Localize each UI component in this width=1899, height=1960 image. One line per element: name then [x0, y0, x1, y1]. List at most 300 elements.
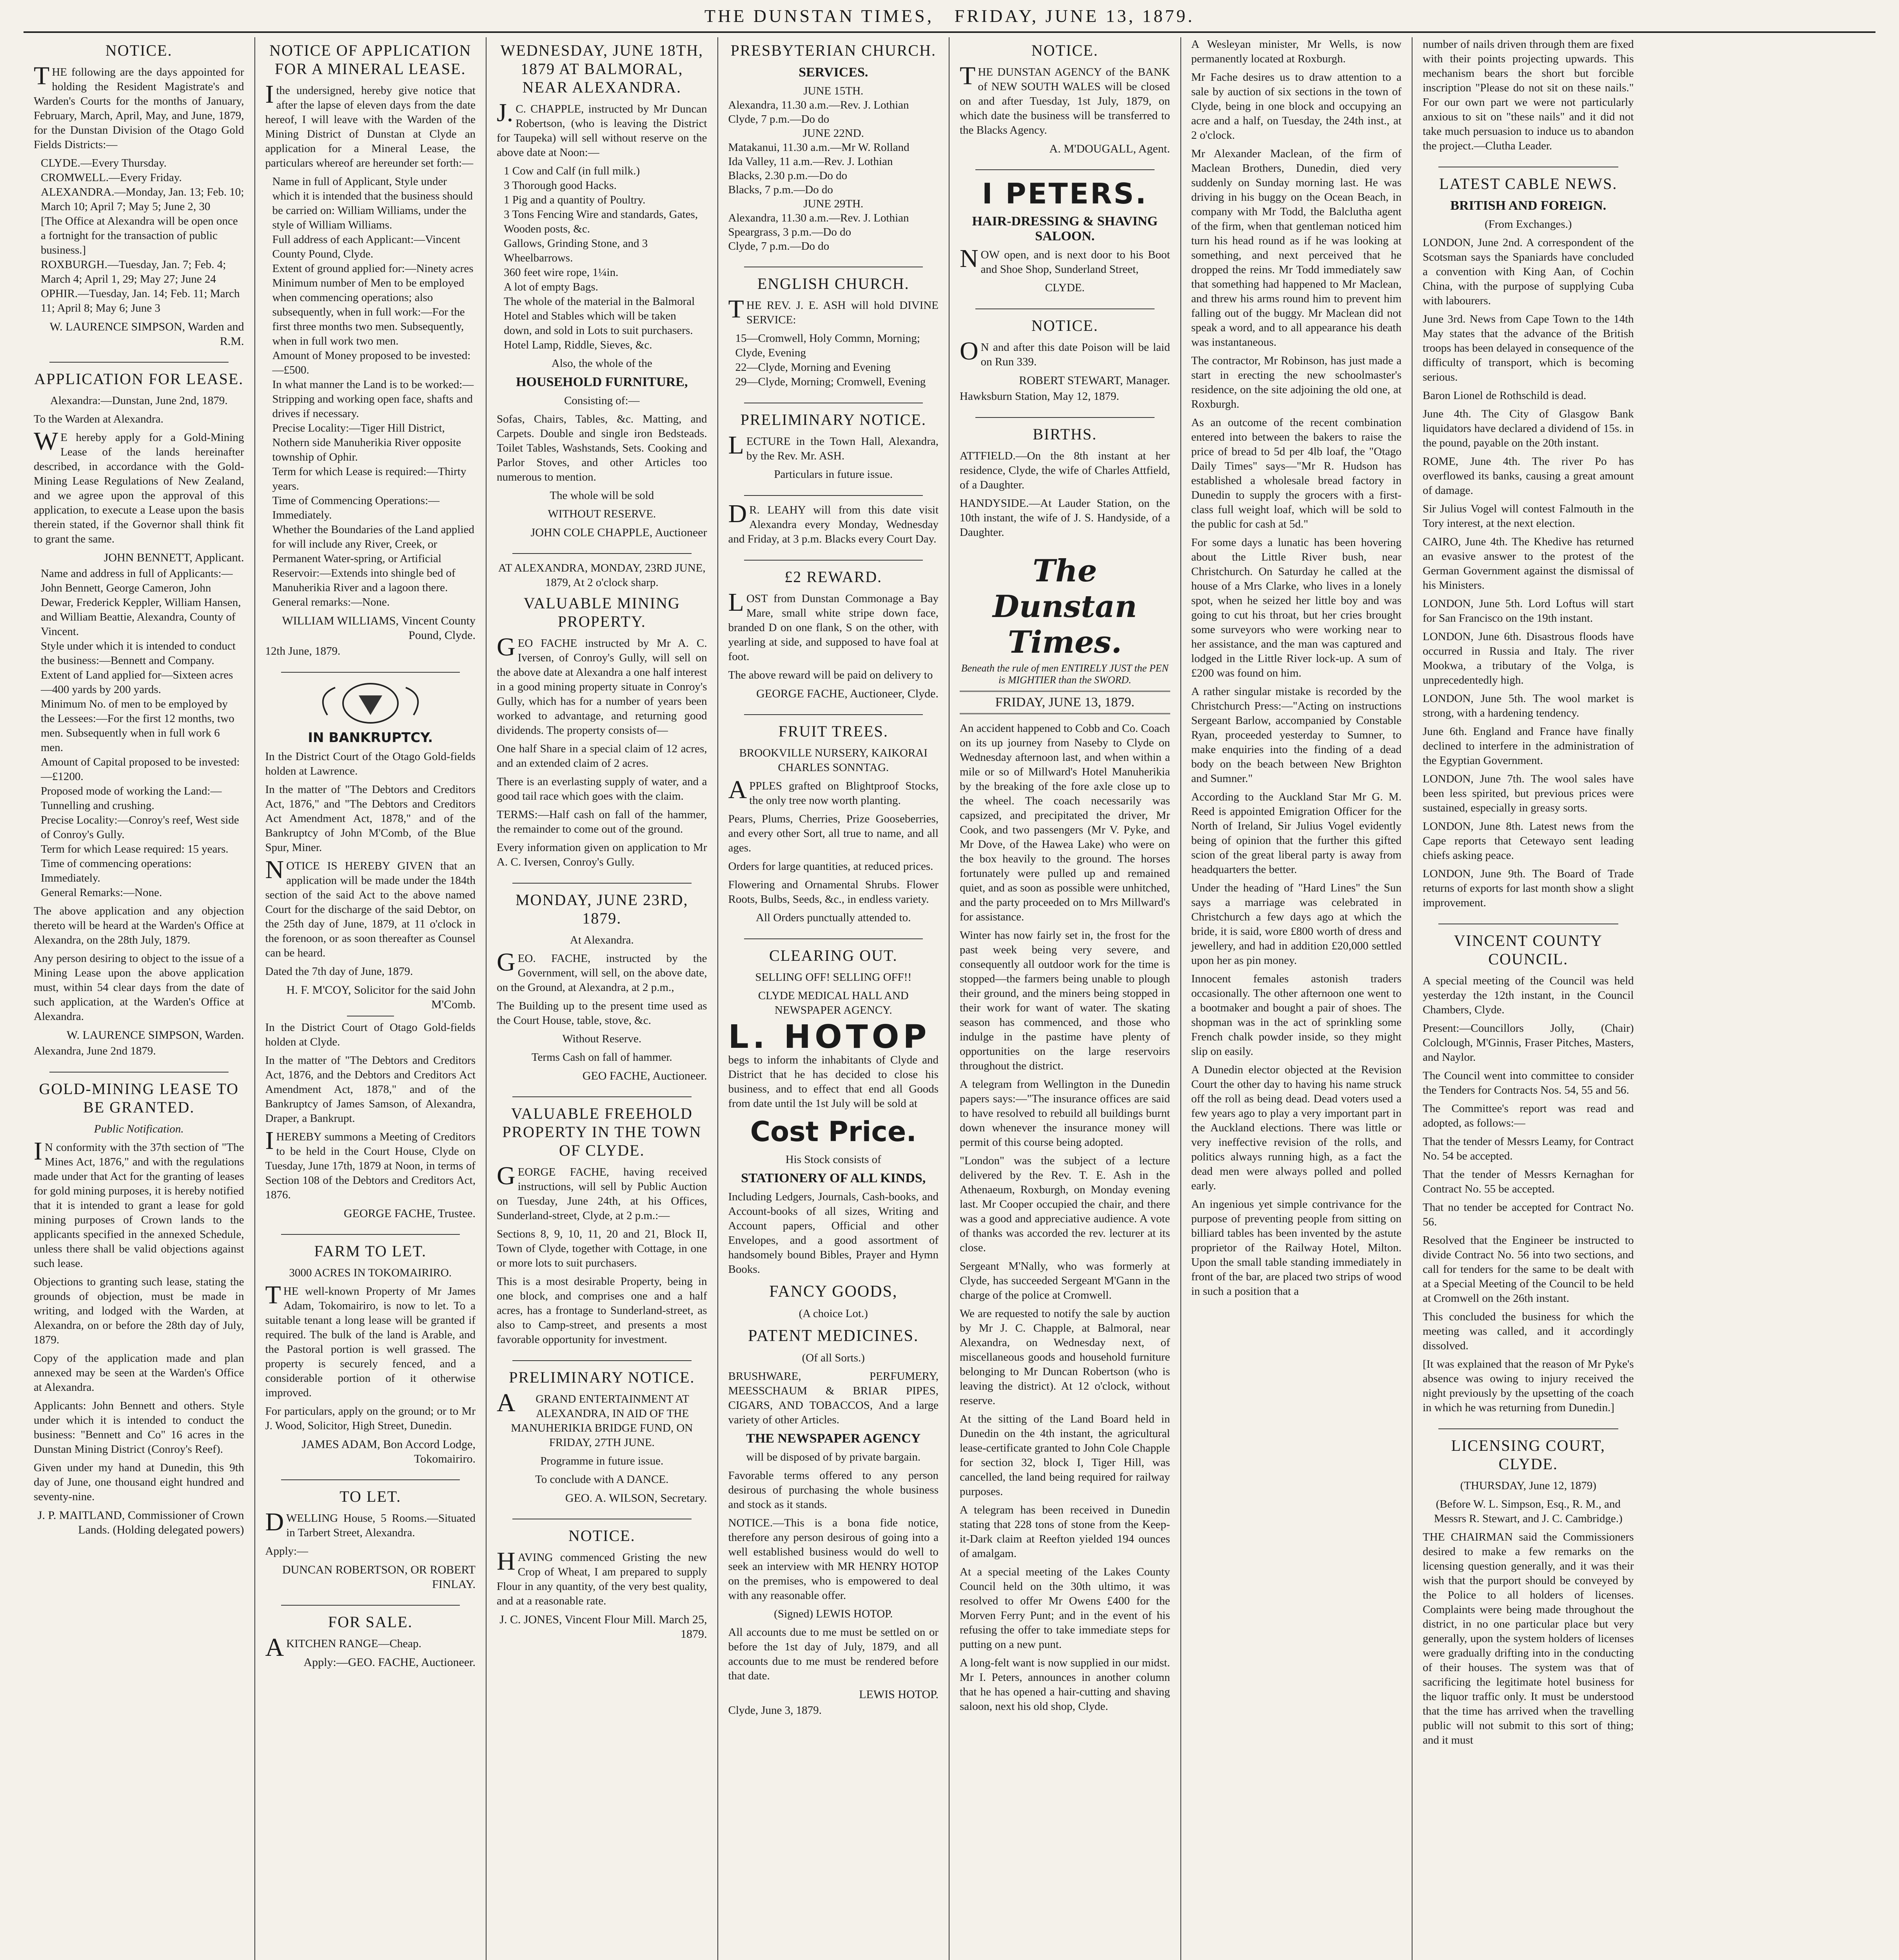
notice-title: NOTICE. — [105, 42, 172, 59]
hotop-stock: His Stock consists of — [785, 1153, 881, 1166]
farm-to-let — [265, 1242, 476, 1466]
farm-body: For particulars, apply on the ground; or to Mr J. Wood, Solicitor, High Street, Dunedin. — [265, 1405, 476, 1432]
monday-reserve: Without Reserve. — [562, 1033, 642, 1045]
column-3 — [487, 37, 718, 1960]
prelim-dance: To conclude with A DANCE. — [535, 1473, 669, 1486]
council-body: The Council went into committee to consider the Tenders for Contracts Nos. 54, 55 and 56. — [1423, 1069, 1634, 1096]
fruit-trees — [728, 722, 939, 925]
bankruptcy-court: In the District Court of Otago Gold-fields holden at Clyde. — [265, 1021, 476, 1048]
masthead-rule — [24, 31, 1875, 33]
service-row: Ida Valley, 11 a.m.—Rev. J. Lothian — [728, 155, 893, 168]
divider — [281, 1605, 460, 1606]
news-paragraph: A long-felt want is now supplied in our midst. Mr I. Peters, announces in another column that he has opened a hair-cutting and shaving saloon, next his old shop, Clyde. — [960, 1657, 1170, 1713]
schedule-item: CLYDE.—Every Thursday. — [41, 157, 167, 169]
bankruptcy-court: In the District Court of the Otago Gold-fields holden at Lawrence. — [265, 750, 476, 777]
prelim-signature: GEO. A. WILSON, Secretary. — [565, 1492, 707, 1504]
sale-signature: Apply:—GEO. FACHE, Auctioneer. — [303, 1656, 476, 1669]
news-paragraph: "London" was the subject of a lecture delivered by the Rev. T. E. Ash in the Athenaeum, Roxburgh, on Monday evening last. Mr Cooper occupied the chair, and there was a good and appreciative audience. A vote of thanks was accorded the rev. lecturer at its close. — [960, 1154, 1170, 1254]
licensing-title: LICENSING COURT, CLYDE. — [1451, 1437, 1605, 1473]
hotop-notice: NOTICE.—This is a bona fide notice, therefore any person desirous of going into a well established business would do well to seek an interview with MR HENRY HOTOP on the premises, who is empowered to deal with any reasonable offer. — [728, 1517, 939, 1602]
freehold-sale — [497, 1104, 707, 1347]
auction-item: The whole of the material in the Balmoral Hotel and Stables which will be taken down, and sold in Lots to suit purchasers. — [504, 295, 695, 337]
news-paragraph: At the sitting of the Land Board held in Dunedin on the 4th instant, the agricultural lease-certificate granted to John Cole Chapple for section 32, block I, Tiger Hill, was cancelled, the land being required for railway purposes. — [960, 1413, 1170, 1498]
hotop-body: begs to inform the inhabitants of Clyde and District that he has decided to close his business, and to effect that end all Goods from date until the 1st July will be sold at — [728, 1054, 939, 1110]
pres-schedule — [728, 84, 939, 253]
cable-item: June 4th. The City of Glasgow Bank liquidators have declared a dividend of 15s. in the pound, payable on the 20th instant. — [1423, 408, 1634, 449]
licensing-court-report — [1423, 1436, 1634, 1748]
auction-item: 3 Thorough good Hacks. — [504, 179, 617, 192]
hotop-signature: LEWIS HOTOP. — [859, 1688, 939, 1701]
cable-item: LONDON, June 2nd. A correspondent of the Scotsman says the Spaniards have concluded a convention with King Aan, of Cochin China, with the purpose of supplying Cuba with labourers. — [1423, 236, 1634, 307]
mineral-item: Term for which Lease is required:—Thirty years. — [272, 465, 467, 492]
service-row: Speargrass, 3 p.m.—Do do — [728, 226, 851, 238]
app-item: Term for which Lease required: 15 years. — [41, 843, 229, 855]
service-row: JUNE 15TH. — [803, 85, 864, 97]
newspaper-motto: Beneath the rule of men ENTIRELY JUST the PEN is MIGHTIER than the SWORD. — [961, 662, 1169, 686]
divider — [744, 938, 923, 939]
service-row: JUNE 29TH. — [803, 198, 864, 210]
bank-title: NOTICE. — [1031, 42, 1098, 59]
cable-item: ROME, June 4th. The river Po has overflowed its banks, causing a great amount of damage. — [1423, 455, 1634, 497]
eng-row: 15—Cromwell, Holy Commn, Morning; Clyde, Evening — [735, 332, 920, 359]
cable-item: CAIRO, June 4th. The Khedive has returned an evasive answer to the protest of the German Government against the dismissal of his Ministers. — [1423, 535, 1634, 592]
council-body: That no tender be accepted for Contract No. 56. — [1423, 1201, 1634, 1228]
mining-info: Every information given on application to Mr A. C. Iversen, Conroy's Gully. — [497, 841, 707, 868]
fruit-subtitle: BROOKVILLE NURSERY, KAIKORAI CHARLES SONNTAG. — [739, 747, 928, 774]
gm-body: Objections to granting such lease, stating the grounds of objection, must be made in writing, and lodged with the Warden, at Alexandra, on or before the 28th day of July, 1879. — [34, 1276, 244, 1346]
mining-title: VALUABLE MINING PROPERTY. — [523, 594, 680, 630]
mineral-item: Extent of ground applied for:—Ninety acres — [272, 262, 474, 275]
council-body: Resolved that the Engineer be instructed to divide Contract No. 56 into two sections, and call for tenders for the same to be dealt with at a Special Meeting of the Council to be held at Cromwell on the 26th instant. — [1423, 1234, 1634, 1305]
mineral-item: Full address of each Applicant:—Vincent County Pound, Clyde. — [272, 233, 461, 260]
column-5 — [950, 37, 1181, 1960]
cable-item: Sir Julius Vogel will contest Falmouth in the Tory interest, at the next election. — [1423, 503, 1634, 530]
monday-title: MONDAY, JUNE 23RD, 1879. — [515, 891, 688, 927]
licensing-before: (Before W. L. Simpson, Esq., R. M., and Messrs R. Stewart, and J. C. Cambridge.) — [1434, 1498, 1623, 1525]
auction-item: 360 feet wire rope, 1¼in. — [504, 266, 619, 279]
divider — [281, 1234, 460, 1235]
hotop-date: Clyde, June 3, 1879. — [728, 1704, 822, 1717]
news-paragraph: A Wesleyan minister, Mr Wells, is now permanently located at Roxburgh. — [1191, 38, 1402, 65]
auction-also: Also, the whole of the — [551, 357, 652, 370]
council-body: That the tender of Messrs Leamy, for Contract No. 54 be accepted. — [1423, 1135, 1634, 1162]
column-4 — [718, 37, 950, 1960]
gm-signature: J. P. MAITLAND, Commissioner of Crown Lands. (Holding delegated powers) — [37, 1509, 244, 1536]
agency-title: THE NEWSPAPER AGENCY — [746, 1431, 921, 1446]
birth-entry: HANDYSIDE.—At Lauder Station, on the 10th instant, the wife of J. S. Handyside, of a Daughter. — [960, 497, 1170, 539]
eng-row: 29—Clyde, Morning; Cromwell, Evening — [735, 376, 926, 388]
app-item: Time of commencing operations: Immediately. — [41, 857, 192, 884]
licensing-body: THE CHAIRMAN said the Commissioners desired to make a few remarks on the licensing question generally, and it was their wish that the purport should be conveyed by the Police to all holders of licenses. Complaints were being made throughout the district, in no one particular place but very generally, upon the system holders of licenses were gradually drifting into in the conducting of their houses. The system was that of sacrificing the legitimate hotel business for the liquor traffic only. It must be understood that the time has arrived when the travelling public will not submit to this sort of thing; and it must — [1423, 1531, 1634, 1746]
council-present: Present:—Councillors Jolly, (Chair) Colclough, M'Ginnis, Fraser Pitches, Masters, and Naylor. — [1423, 1022, 1634, 1063]
hotop-terms: Favorable terms offered to any person desirous of purchasing the whole business and stock as it stands. — [728, 1469, 939, 1511]
bankruptcy-signature: H. F. M'COY, Solicitor for the said John M'Comb. — [286, 984, 476, 1011]
presbyterian-services — [728, 41, 939, 253]
hotop-list: BRUSHWARE, PERFUMERY, MEESSCHAUM & BRIAR PIPES, CIGARS, AND TOBACCOS, And a large variety of other Articles. — [728, 1370, 939, 1426]
council-body: The Committee's report was read and adopted, as follows:— — [1423, 1102, 1634, 1129]
birth-entry: ATTFIELD.—On the 8th instant at her residence, Clyde, the wife of Charles Attfield, of a Daughter. — [960, 450, 1170, 491]
gm-body: Given under my hand at Dunedin, this 9th day of June, one thousand eight hundred and seventy-nine. — [34, 1461, 244, 1503]
peters-title: I PETERS. — [982, 177, 1148, 210]
divider — [49, 1072, 229, 1073]
farm-body: THE well-known Property of Mr James Adam, Tokomairiro, is now to let. To a suitable tenant a long lease will be granted if required. The bulk of the land is Arable, and the Pastoral portion is well grassed. The property is securely fenced, and a considerable portion of it otherwise improved. — [265, 1281, 476, 1399]
county-council-report — [1423, 931, 1634, 1415]
auction-item: A lot of empty Bags. — [504, 281, 598, 293]
reward-title: £2 REWARD. — [784, 568, 882, 586]
divider — [744, 495, 923, 496]
app-item: Minimum No. of men to be employed by the Lessees:—For the first 12 months, two men. Subsequently when in full work 6 men. — [41, 698, 234, 754]
bank-notice — [960, 41, 1170, 156]
news-paragraph: A rather singular mistake is recorded by the Christchurch Press:—"Acting on instructions Sergeant Barlow, accompanied by Constable Ryan, proceeded yesterday to Sumner, to make enquiries into the finding of a dead body on the beach between New Brighton and Sumner." — [1191, 685, 1402, 785]
mining-terms: TERMS:—Half cash on fall of the hammer, the remainder to come out of the ground. — [497, 808, 707, 835]
bankruptcy-trustee: GEORGE FACHE, Trustee. — [343, 1207, 476, 1220]
schedule-item: ALEXANDRA.—Monday, Jan. 13; Feb. 10; March 10; April 7; May 5; June 2, 30 — [41, 186, 244, 213]
service-row: Clyde, 7 p.m.—Do do — [728, 113, 830, 125]
freehold-title: VALUABLE FREEHOLD PROPERTY IN THE TOWN OF CLYDE. — [502, 1105, 702, 1159]
sale-body: AKITCHEN RANGE—Cheap. — [265, 1633, 421, 1662]
mineral-body: Ithe undersigned, hereby give notice that after the lapse of eleven days from the date hereof, I will leave with the Warden of the Mining District of Dunstan at Clyde an application for a Mineral Lease, the particulars whereof are hereunder set forth:— — [265, 80, 476, 169]
cost-price: Cost Price. — [750, 1116, 917, 1148]
council-body: A special meeting of the Council was held yesterday the 12th instant, in the Council Chambers, Clyde. — [1423, 975, 1634, 1016]
cable-title: LATEST CABLE NEWS. — [1439, 175, 1618, 192]
app-item: Precise Locality:—Conroy's reef, West side of Conroy's Gully. — [41, 814, 239, 841]
news-paragraph: A telegram has been received in Dunedin stating that 228 tons of stone from the Keep-it-Dark claim at Reefton yielded 194 ounces of amalgam. — [960, 1504, 1170, 1560]
fruit-body: Flowering and Ornamental Shrubs. Flower Roots, Bulbs, Seeds, &c., in endless variety. — [728, 878, 939, 906]
clearing-title: CLEARING OUT. — [769, 947, 898, 964]
service-row: Matakanui, 11.30 a.m.—Mr W. Rolland — [728, 141, 910, 154]
news-paragraph: An accident happened to Cobb and Co. Coach on its up journey from Naseby to Clyde on Wednesday afternoon last, and when within a mile or so of Millward's Hotel Manuherikia by the breaking of the fore axle close up to the wheel. The coach necessarily was capsized, and precipitated the driver, Mr Cook, and two passengers (Mr V. Pyke, and Mr Dove, of the Hawea Lake) who were on the box heavily to the ground. The horses fortunately were pulled up and remained quiet, and as soon as possible were unhitched, and the party proceeded on to Mrs Millward's for assistance. — [960, 722, 1170, 923]
eng-rows — [728, 331, 939, 389]
column-6 — [1181, 37, 1413, 1960]
app-body: WE hereby apply for a Gold-Mining Lease of the lands hereinafter described, in accordance with the Gold-Mining Lease Regulations of New Zealand, and we agree upon the approval of this application, to execute a Lease upon the basis therein stated, if the Governor shall think fit to grant the same. — [34, 427, 244, 545]
bankruptcy-title: IN BANKRUPTCY. — [308, 730, 433, 746]
cable-item: LONDON, June 5th. The wool market is strong, with a hardening tendency. — [1423, 692, 1634, 719]
flour-signature: J. C. JONES, Vincent Flour Mill. March 25, 1879. — [499, 1613, 707, 1641]
schedule-item: CROMWELL.—Every Friday. — [41, 171, 182, 184]
reward-body: LOST from Dunstan Commonage a Bay Mare, small white stripe down face, branded D on one flank, S on the other, with yearling at side, and supposed to have foal at foot. — [728, 588, 939, 663]
fruit-title: FRUIT TREES. — [778, 722, 888, 740]
pres-title: PRESBYTERIAN CHURCH. — [730, 42, 936, 59]
farm-subtitle: 3000 ACRES IN TOKOMAIRIRO. — [289, 1267, 452, 1279]
mineral-item: Minimum number of Men to be employed when commencing operations; also subsequently, when in full work:—For the first three months two men. Subsequently, when in full work two men. — [272, 277, 465, 347]
news-paragraph: Mr Alexander Maclean, of the firm of Maclean Brothers, Dunedin, died very suddenly on Sunday morning last. He was driving in his buggy on the Ocean Beach, in company with Mr Todd, the Balclutha agent of the firm, when that gentleman noticed him turn his head round as if he was looking at something, and next perceived that he dropped the reins. Mr Todd immediately saw that something had happened to Mr Maclean, and threw his arms round him to prevent him falling out of the buggy. Mr Maclean did not speak a word, and to all appearance his death was instantaneous. — [1191, 147, 1402, 348]
cable-item: June 6th. England and France have finally declined to interfere in the administration of the Egyptian Government. — [1423, 725, 1634, 767]
app-item: Amount of Capital proposed to be invested:—£1200. — [41, 756, 240, 783]
reward-body: The above reward will be paid on delivery to — [728, 669, 933, 681]
hotop-name: L. HOTOP — [728, 1018, 931, 1056]
local-news — [960, 721, 1170, 1714]
masthead-title: THE DUNSTAN TIMES, — [704, 5, 934, 26]
divider — [512, 553, 692, 554]
hotop-signature: (Signed) LEWIS HOTOP. — [774, 1608, 893, 1620]
mineral-date: 12th June, 1879. — [265, 645, 341, 657]
mining-property-sale — [497, 561, 707, 869]
for-sale — [265, 1613, 476, 1670]
news-paragraph: number of nails driven through them are fixed with their points projecting upwards. This mechanism bears the short but forcible inscription "Please do not sit on these nails." For our own part we were not particularly anxious to sit on "these nails" and it did not take much persuasion to induce us to abandon the project.—Clutha Leader. — [1423, 38, 1634, 152]
fruit-body: Orders for large quantities, at reduced prices. — [728, 860, 933, 873]
app-item: Extent of Land applied for—Sixteen acres—400 yards by 200 yards. — [41, 669, 233, 696]
flour-body: HAVING commenced Gristing the new Crop of Wheat, I am prepared to supply Flour in any quantity, of the very best quality, and at a reasonable rate. — [497, 1547, 707, 1607]
gold-mining-lease — [34, 1080, 244, 1537]
bankruptcy-dated: Dated the 7th day of June, 1879. — [265, 965, 413, 978]
news-paragraph: An ingenious yet simple contrivance for the purpose of preventing people from sitting on billiard tables has been invented by the astute proprietor of the Railway Hotel, Milton. Upon the small table standing immediately in front of the bar, are placed two strips of wood in such a position that a — [1191, 1198, 1402, 1298]
cable-item: LONDON, June 9th. The Board of Trade returns of exports for last month show a slight improvement. — [1423, 867, 1634, 909]
mineral-item: Amount of Money proposed to be invested:—£500. — [272, 349, 471, 376]
news-paragraph: At a special meeting of the Lakes County Council held on the 30th ultimo, it was resolved to offer Mr Owens £400 for the Morven Ferry Punt; and in the event of his refusing the offer to take immediate steps for putting on a new punt. — [960, 1566, 1170, 1651]
auction-item: 1 Cow and Calf (in full milk.) — [504, 165, 640, 177]
poison-title: NOTICE. — [1031, 317, 1098, 334]
app-item: Name and address in full of Applicants:—John Bennett, George Cameron, John Dewar, Frederick Keppler, William Hansen, and William Beattie, Alexandra, County of Vincent. — [41, 567, 241, 638]
auction-body: J.C. CHAPPLE, instructed by Mr Duncan Robertson, (who is leaving the District for Taupeka) will sell without reserve on the above date at Noon:— — [497, 98, 707, 159]
app-title: APPLICATION FOR LEASE. — [34, 370, 244, 388]
divider — [744, 560, 923, 561]
lecture-body: LECTURE in the Town Hall, Alexandra, by the Rev. Mr. ASH. — [728, 431, 939, 462]
tolet-title: TO LET. — [339, 1488, 401, 1505]
fancy-sub: (A choice Lot.) — [799, 1307, 868, 1320]
auction-consisting: Consisting of:— — [564, 394, 640, 407]
bankruptcy-matter: In the matter of "The Debtors and Creditors Act, 1876," and "The Debtors and Creditors Act Amendment Act, 1878," and of the Bankruptcy of John M'Comb, of the Blue Spur, Miner. — [265, 783, 476, 854]
flour-mill-notice — [497, 1526, 707, 1641]
auction-item: Gallows, Grinding Stone, and 3 Wheelbarrows. — [504, 237, 648, 264]
monday-body: The Building up to the present time used as the Court House, table, stove, &c. — [497, 1000, 707, 1027]
schedule-item: ROXBURGH.—Tuesday, Jan. 7; Feb. 4; March 4; April 1, 29; May 27; June 24 — [41, 258, 226, 285]
sale-title: FOR SALE. — [328, 1613, 413, 1631]
news-paragraph: A Dunedin elector objected at the Revision Court the other day to having his name struck off the roll as being dead. Dead voters used a few years ago to play a very important part in the Auckland elections. There was little or very ineffective revision of the rolls, and politics always running high, as a fact the dead men were always polled and polled early. — [1191, 1063, 1402, 1192]
prelim-title: PRELIMINARY NOTICE. — [509, 1368, 695, 1386]
divider — [512, 883, 692, 884]
app-applicant: JOHN BENNETT, Applicant. — [103, 551, 244, 564]
freehold-body: GEORGE FACHE, having received instructions, will sell by Public Auction on Tuesday, June 24th, at his Offices, Sunderland-street, Clyde, at 2 p.m.:— — [497, 1161, 707, 1222]
poison-date: Hawksburn Station, May 12, 1879. — [960, 390, 1119, 403]
gm-subtitle: Public Notification. — [94, 1123, 184, 1135]
auction-item: 1 Pig and a quantity of Poultry. — [504, 194, 646, 206]
app-date: Alexandra:—Dunstan, June 2nd, 1879. — [50, 394, 228, 407]
cable-item: LONDON, June 7th. The wool sales have been less spirited, but previous prices were sustained, especially in greasy sorts. — [1423, 773, 1634, 814]
mineral-items — [265, 174, 476, 610]
gm-body: Copy of the application made and plan annexed may be seen at the Warden's Office at Alexandra. — [34, 1352, 244, 1394]
fruit-body: Pears, Plums, Cherries, Prize Gooseberries, and every other Sort, all true to name, and all ages. — [728, 813, 939, 854]
app-to: To the Warden at Alexandra. — [34, 413, 163, 425]
council-body: That the tender of Messrs Kernaghan for Contract No. 55 be accepted. — [1423, 1168, 1634, 1195]
council-note: [It was explained that the reason of Mr Pyke's absence was owing to injury received the night previously by the upsetting of the coach in which he was returning from Dunedin.] — [1423, 1358, 1634, 1414]
freehold-body: This is a most desirable Property, being in one block, and comprises one and a half acres, has a frontage to Sunderland-street, as also to Camp-street, and presents a most favorable opportunity for investment. — [497, 1275, 707, 1346]
divider — [975, 169, 1155, 170]
service-row: Alexandra, 11.30 a.m.—Rev. J. Lothian — [728, 212, 909, 224]
cable-news — [1423, 174, 1634, 910]
fancy-title: FANCY GOODS, — [769, 1283, 898, 1301]
auction-whole: The whole will be sold — [550, 489, 654, 502]
bank-body: THE DUNSTAN AGENCY of the BANK of NEW SOUTH WALES will be closed on and after Tuesday, 1st July, 1879, on which date the business will be transferred to the Blacks Agency. — [960, 62, 1170, 136]
cable-item: LONDON, June 5th. Lord Loftus will start for San Francisco on the 19th instant. — [1423, 597, 1634, 624]
mineral-lease-notice — [265, 41, 476, 659]
masthead-date: FRIDAY, JUNE 13, 1879. — [954, 5, 1195, 26]
court-days-notice — [34, 41, 244, 348]
fruit-body: APPLES grafted on Blightproof Stocks, the only tree now worth planting. — [728, 775, 939, 807]
news-paragraph: A telegram from Wellington in the Dunedin papers says:—"The insurance offices are said to have resolved to rebuild all buildings burnt down whenever the insurance money will permit of this course being adopted. — [960, 1078, 1170, 1149]
hotop-clearing — [728, 946, 939, 1718]
peters-subtitle: HAIR-DRESSING & SHAVING SALOON. — [972, 214, 1158, 243]
prelim-body: AGRAND ENTERTAINMENT AT ALEXANDRA, IN AID OF THE MANUHERIKIA BRIDGE FUND, ON FRIDAY, 27TH JUNE. — [497, 1388, 693, 1449]
fruit-body: All Orders punctually attended to. — [756, 911, 911, 924]
reward-signature: GEORGE FACHE, Auctioneer, Clyde. — [756, 687, 939, 700]
editorial-dateline: FRIDAY, JUNE 13, 1879. — [960, 691, 1170, 714]
poison-body: ON and after this date Poison will be laid on Run 339. — [960, 337, 1170, 368]
column-7 — [1412, 37, 1644, 1960]
tolet-body: DWELLING House, 5 Rooms.—Situated in Tarbert Street, Alexandra. — [265, 1508, 476, 1539]
app-item: Style under which it is intended to conduct the business:—Bennett and Company. — [41, 640, 236, 667]
auction-signature: JOHN COLE CHAPPLE, Auctioneer — [530, 526, 707, 539]
cable-item: June 3rd. News from Cape Town to the 14th May states that the advance of the British troops has been delayed in consequence of the difficulty of transport, which is becoming serious. — [1423, 313, 1634, 383]
masthead — [24, 4, 1875, 27]
divider — [744, 714, 923, 715]
tolet-apply: Apply:— — [265, 1545, 309, 1557]
lecture-notice — [728, 410, 939, 482]
poison-signature: ROBERT STEWART, Manager. — [1019, 374, 1170, 387]
eng-body: THE REV. J. E. ASH will hold DIVINE SERVICE: — [728, 295, 939, 326]
mineral-signature: WILLIAM WILLIAMS, Vincent County Pound, Clyde. — [282, 614, 476, 642]
app-signature-date: Alexandra, June 2nd 1879. — [34, 1045, 156, 1057]
column-2 — [255, 37, 487, 1960]
monday-place: At Alexandra. — [570, 934, 634, 946]
news-paragraph: For some days a lunatic has been hovering about the Little River bush, near Christchurch. On Saturday he called at the house of a Mrs Clarke, who lives in a lonely spot, when he seized her little boy and was going to cut his throat, but her cries brought some surveyors who were working near to her assistance, and the man was captured and lodged in the Little River lock-up. A sum of £200 was found on him. — [1191, 536, 1402, 679]
service-row: Blacks, 7 p.m.—Do do — [728, 183, 833, 196]
reward-notice — [728, 568, 939, 701]
cable-subtitle: BRITISH AND FOREIGN. — [1450, 198, 1607, 213]
service-row: Blacks, 2.30 p.m.—Do do — [728, 169, 848, 182]
flour-title: NOTICE. — [568, 1527, 635, 1544]
app-items — [34, 566, 244, 900]
schedule-item: OPHIR.—Tuesday, Jan. 14; Feb. 11; March 11; April 8; May 6; June 3 — [41, 287, 240, 314]
notice-body: THE following are the days appointed for holding the Resident Magistrate's and Warden's Courts for the months of January, February, March, April, May, and June, 1879, for the Dunstan Division of the Otago Gold Fields Districts:— — [34, 62, 244, 151]
balmoral-auction — [497, 41, 707, 540]
news-paragraph: Innocent females astonish traders occasionally. The other afternoon one went to a bootmaker and bought a pair of shoes. The shopman was in the act of sprinkling some French chalk powder inside, so they might slip on easily. — [1191, 973, 1402, 1058]
lecture-title: PRELIMINARY NOTICE. — [740, 411, 926, 428]
monday-signature: GEO FACHE, Auctioneer. — [582, 1069, 707, 1082]
auction-title: WEDNESDAY, JUNE 18TH, 1879 AT BALMORAL, NEAR ALEXANDRA. — [500, 42, 704, 96]
monday-terms: Terms Cash on fall of hammer. — [531, 1051, 672, 1063]
app-closing: The above application and any objection thereto will be heard at the Warden's Office at Alexandra, on the 28th July, 1879. — [34, 905, 244, 946]
news-paragraph: According to the Auckland Star Mr G. M. Reed is appointed Emigration Officer for the North of Ireland, Sir Julius Vogel evidently being of opinion that the further this gifted scion of the great liberal party is away from headquarters the better. — [1191, 791, 1402, 876]
farm-title: FARM TO LET. — [314, 1242, 427, 1260]
auction-item: 3 Tons Fencing Wire and standards, Gates, Wooden posts, &c. — [504, 208, 698, 235]
eng-title: ENGLISH CHURCH. — [757, 275, 910, 292]
hotop-body: Including Ledgers, Journals, Cash-books, and Account-books of all sizes, Writing and Account papers, Official and other Envelopes, and a good assortment of handsomely bound Bibles, Prayer and Hymn Books. — [728, 1191, 939, 1276]
freehold-body: Sections 8, 9, 10, 11, 20 and 21, Block II, Town of Clyde, together with Cottage, in one or more lots to suit purchasers. — [497, 1228, 707, 1269]
divider — [975, 417, 1155, 418]
mineral-title: NOTICE OF APPLICATION FOR A MINERAL LEASE. — [269, 42, 472, 78]
gm-body: IN conformity with the 37th section of "The Mines Act, 1876," and with the regulations made under that Act for the granting of leases for gold mining purposes, it is hereby notified that it is intended to grant a lease for gold mining purposes of Crown lands to the applicants specified in the annexed Schedule, unless there shall be valid objections against such lease. — [34, 1137, 244, 1270]
house-to-let — [265, 1487, 476, 1592]
news-paragraph: As an outcome of the recent combination entered into between the bakers to raise the price of bread to 5d per 4lb loaf, the "Otago Daily Times" says—"Mr R. Hudson has established a wholesale bread factory in Dunedin to supply the grocers with a first-class full weight loaf, which will be sold to the public for cash at 5d." — [1191, 416, 1402, 530]
english-church — [728, 274, 939, 389]
agency-body: will be disposed of by private bargain. — [746, 1451, 921, 1463]
prelim-programme: Programme in future issue. — [540, 1455, 664, 1467]
clearing-sub: SELLING OFF! SELLING OFF!! — [755, 971, 912, 984]
gm-body: Applicants: John Bennett and others. Style under which it is intended to conduct the business: "Bennett and Co" 16 acres in the Dunstan Mining District (Conroy's Reef). — [34, 1399, 244, 1455]
bankruptcy-notice: NOTICE IS HEREBY GIVEN that an application will be made under the 184th section of the said Act to the above named Court for the discharge of the said Debtor, on the 25th day of June, 1879, at 11 o'clock in the forenoon, or as soon thereafter as Counsel can be heard. — [265, 855, 476, 959]
mining-date: AT ALEXANDRA, MONDAY, 23RD JUNE, 1879, At 2 o'clock sharp. — [498, 562, 706, 589]
cable-source: (From Exchanges.) — [1485, 218, 1572, 230]
divider — [281, 672, 460, 673]
cable-item: LONDON, June 8th. Latest news from the Cape reports that Cetewayo sent leading chiefs asking peace. — [1423, 820, 1634, 862]
app-objection: Any person desiring to object to the issue of a Mining Lease upon the above application must, within 54 clear days from the date of such application, at the Warden's Office at Alexandra. — [34, 952, 244, 1023]
news-paragraph: The contractor, Mr Robinson, has just made a start in erecting the new schoolmaster's residence, on the site adjoining the old one, at Roxburgh. — [1191, 354, 1402, 410]
mineral-item: Whether the Boundaries of the Land applied for will include any River, Creek, or Permanent Water-spring, or Artificial Reservoir:—Extends into shingle bed of Manuherikia River and a lagoon there. — [272, 523, 474, 594]
births-title: BIRTHS. — [1033, 425, 1097, 443]
cable-item: Baron Lionel de Rothschild is dead. — [1423, 389, 1587, 402]
mineral-item: Time of Commencing Operations:—Immediately. — [272, 494, 440, 521]
news-paragraph: Mr Fache desires us to draw attention to a sale by auction of six sections in the town of Clyde, being in one block and occupying an acre and a half, on Tuesday, the 24th inst., at 2 o'clock. — [1191, 71, 1402, 142]
royal-crest-icon — [265, 680, 476, 727]
hotop-accounts: All accounts due to me must be settled on or before the 1st day of July, 1879, and all accounts due to me must be rendered before that date. — [728, 1626, 939, 1682]
columns — [24, 37, 1875, 1960]
gm-title: GOLD-MINING LEASE TO BE GRANTED. — [39, 1080, 239, 1116]
court-house-sale — [497, 891, 707, 1083]
mining-body: One half Share in a special claim of 12 acres, and an extended claim of 2 acres. — [497, 742, 707, 769]
patent-sub: (Of all Sorts.) — [802, 1352, 865, 1364]
patent-title: PATENT MEDICINES. — [748, 1327, 919, 1345]
clearing-sub: CLYDE MEDICAL HALL AND NEWSPAPER AGENCY. — [758, 989, 909, 1016]
news-paragraph: We are requested to notify the sale by auction by Mr J. C. Chapple, at Balmoral, near Alexandra, on Wednesday next, of miscellaneous goods and household furniture belonging to Mr Duncan Robertson (who is leaving the district). At 12 o'clock, without reserve. — [960, 1307, 1170, 1407]
lecture-sub: Particulars in future issue. — [774, 468, 893, 481]
divider — [281, 1479, 460, 1480]
council-title: VINCENT COUNTY COUNCIL. — [1454, 932, 1603, 968]
divider — [512, 1096, 692, 1097]
divider — [1438, 1428, 1618, 1429]
hotop-stationery: STATIONERY OF ALL KINDS, — [741, 1171, 926, 1185]
auction-household: HOUSEHOLD FURNITURE, — [516, 375, 688, 389]
leahy-body: DR. LEAHY will from this date visit Alexandra every Monday, Wednesday and Friday, at 3 p.m. Blacks every Court Day. — [728, 499, 939, 545]
bankruptcy-matter: In the matter of "The Debtors and Creditors Act, 1876, and the Debtors and Creditors Act Amendment Act, 1878," and of the Bankruptcy of James Samson, of Alexandra, Draper, a Bankrupt. — [265, 1054, 476, 1125]
bank-signature: A. M'DOUGALL, Agent. — [1049, 142, 1170, 155]
auction-item: Hotel Lamp, Riddle, Sieves, &c. — [504, 339, 652, 351]
auction-reserve: WITHOUT RESERVE. — [548, 508, 656, 520]
auction-furniture: Sofas, Chairs, Tables, &c. Matting, and Carpets. Double and single iron Bedsteads. Toilet Tables, Washstands, Sets. Cooking and Parlor Stoves, and other Articles too numerous to mention. — [497, 413, 707, 483]
lease-application — [34, 370, 244, 1058]
service-row: Clyde, 7 p.m.—Do do — [728, 240, 830, 252]
newspaper-nameplate: The Dunstan Times. — [993, 553, 1137, 660]
cable-item: LONDON, June 6th. Disastrous floods have occurred in Russia and Italy. The river Mookwa, a tributary of the Volga, is unprecedentedly high. — [1423, 630, 1634, 686]
service-row: Alexandra, 11.30 a.m.—Rev. J. Lothian — [728, 99, 909, 111]
bankruptcy-notices — [265, 680, 476, 1221]
peters-advert — [960, 177, 1170, 295]
mining-body: GEO FACHE instructed by Mr A. C. Iversen, of Conroy's Gully, will sell on the above date at Alexandra a one half interest in a good mining property situate in Conroy's Gully, which has for a number of years been worked to advantage, and returning good dividends. The property consists of— — [497, 633, 707, 737]
peters-body: NOW open, and is next door to his Boot and Shoe Shop, Sunderland Street, — [960, 244, 1170, 276]
column-1 — [24, 37, 255, 1960]
mineral-item: In what manner the Land is to be worked:—Stripping and working open face, shafts and drives if necessary. — [272, 378, 474, 420]
divider — [512, 1360, 692, 1361]
bankruptcy-summons: IHEREBY summons a Meeting of Creditors to be held in the Court House, Clyde on Tuesday, June 17th, 1879 at Noon, in terms of Section 108 of the Debtors and Creditors Act, 1876. — [265, 1126, 476, 1201]
news-continued — [1423, 37, 1634, 153]
peters-place: CLYDE. — [1045, 281, 1085, 294]
entertainment-notice — [497, 1368, 707, 1505]
licensing-date: (THURSDAY, June 12, 1879) — [1460, 1479, 1596, 1492]
auction-items — [497, 164, 707, 352]
poison-notice — [960, 316, 1170, 404]
schedule-item: [The Office at Alexandra will be open once a fortnight for the transaction of public business.] — [41, 215, 238, 256]
app-item: General Remarks:—None. — [41, 886, 162, 899]
local-news-continued — [1191, 37, 1402, 1299]
notice-signature: W. LAURENCE SIMPSON, Warden and R.M. — [49, 320, 244, 348]
news-paragraph: Sergeant M'Nally, who was formerly at Clyde, has succeeded Sergeant M'Gann in the charge of the police at Cromwell. — [960, 1260, 1170, 1301]
tolet-signature: DUNCAN ROBERTSON, OR ROBERT FINLAY. — [282, 1563, 476, 1591]
mineral-item: General remarks:—None. — [272, 596, 390, 608]
news-paragraph: Winter has now fairly set in, the frost for the past week being very severe, and consequently all outdoor work for the time is stopped—the farmers being unable to plough their ground, and the miners being stopped in their work for want of water. The skating season has commenced, and those who indulge in the pastime have plenty of opportunities on the large reservoirs throughout the district. — [960, 929, 1170, 1072]
court-schedule — [34, 156, 244, 316]
pres-subtitle: SERVICES. — [799, 65, 868, 80]
eng-row: 22—Clyde, Morning and Evening — [735, 361, 891, 374]
leahy-notice — [728, 499, 939, 546]
